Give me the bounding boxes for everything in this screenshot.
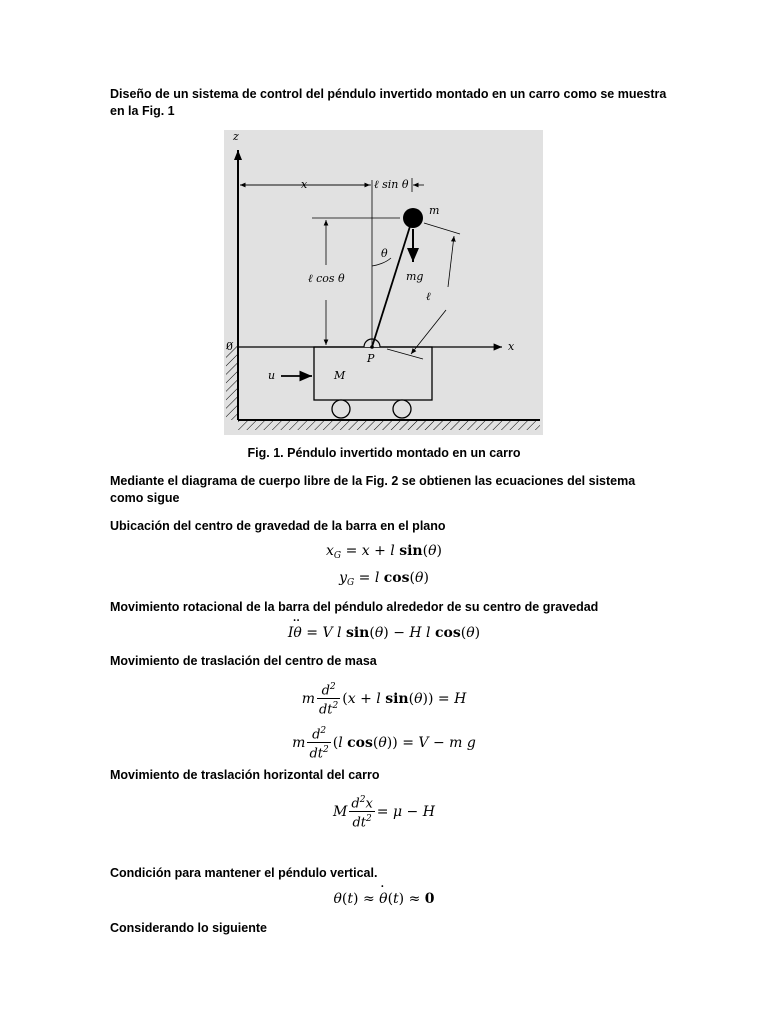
pendulum-mass (403, 208, 423, 228)
heading-carro: Movimiento de traslación horizontal del carro (110, 768, 380, 782)
figure-caption: Fig. 1. Péndulo invertido montado en un carro (247, 446, 521, 460)
equation-condition: θ(t) ≈ θ ·(t) ≈ 0 (0, 891, 768, 907)
equation-translation-y: m $\frac{d^2}{dt^2}$ (l cos(θ)) = V − m g (292, 726, 476, 762)
heading-rotacional: Movimiento rotacional de la barra del péndulo alrededor de su centro de gravedad (110, 600, 599, 614)
label-lcos: ℓ cos θ (308, 272, 345, 285)
equation-xg: $x_G = x + l$ sin(θ) (326, 543, 442, 561)
intro-paragraph: Diseño de un sistema de control del péndulo invertido montado en un carro como se muestra en la Fig. 1 (110, 87, 667, 118)
label-u: u (268, 369, 276, 382)
wheel-right (393, 400, 411, 418)
label-m: m (429, 204, 440, 217)
heading-centro-gravedad: Ubicación del centro de gravedad de la barra en el plano (110, 519, 446, 533)
label-mg: mg (406, 270, 424, 283)
pendulum-figure (224, 130, 543, 435)
label-M: M (334, 369, 346, 382)
label-x-dim: x (301, 178, 308, 191)
label-ell: ℓ (426, 290, 431, 303)
label-z: z (233, 130, 239, 143)
heading-considerando: Considerando lo siguiente (110, 921, 267, 935)
label-P: P (367, 352, 375, 365)
pendulum-rod (372, 220, 412, 347)
equation-rotational: Iθ ·· = V l sin(θ) − H l cos(θ) (0, 625, 768, 641)
label-theta: θ (381, 247, 388, 260)
label-x-axis: x (508, 340, 515, 353)
label-zero: 0 (226, 340, 233, 353)
heading-traslacion-masa: Movimiento de traslación del centro de masa (110, 654, 377, 668)
label-lsin: ℓ sin θ (374, 178, 409, 191)
ground-hatch (238, 420, 540, 430)
wheel-left (332, 400, 350, 418)
wall-hatch (226, 342, 238, 420)
diagram-paragraph: Mediante el diagrama de cuerpo libre de la Fig. 2 se obtienen las ecuaciones del sistema como sigue (110, 474, 636, 505)
equation-translation-x: m $\frac{d^2}{dt^2}$ (x + l sin(θ)) = H (301, 682, 467, 718)
equation-yg: $y_G = l$ cos(θ) (339, 570, 429, 588)
equation-cart: M $\frac{d^2x}{dt^2}$ = μ − H (333, 795, 435, 831)
heading-condicion: Condición para mantener el péndulo vertical. (110, 866, 378, 880)
